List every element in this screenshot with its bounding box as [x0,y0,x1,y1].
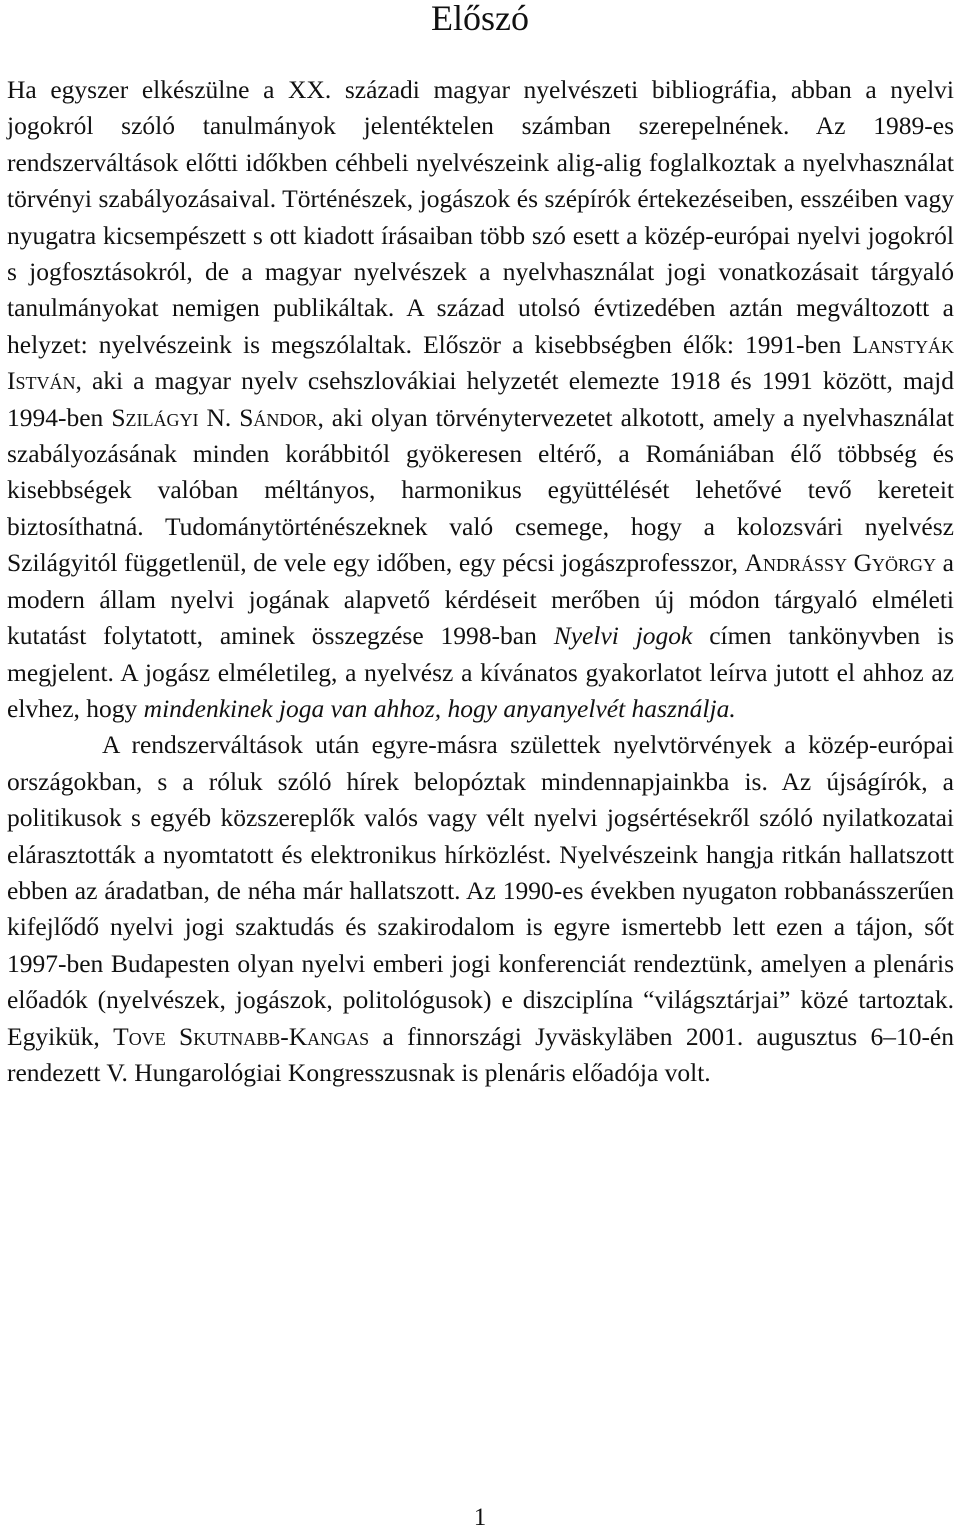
text-run: a finnországi Jyväskyläben 2001. augusztus 6–10-én rendezett V. Hungarológiai Kongresszusnak is plenáris előadója volt. [7,1021,955,1087]
page-number: 1 [473,1504,487,1531]
body-text [7,72,954,1091]
italic-text: mindenkinek joga van ahhoz, hogy anyanyelvét használja. [143,693,736,723]
text-run: , aki olyan törvénytervezetet alkotott, amely a nyelvhasználat szabályozásának minden korábbitól gyökeresen eltérő, a Romániában élő többség és kisebbségek valóban méltányos, harmonikus együttélését lehetővé tevő kereteit biztosíthatná. Tudománytörténészeknek való csemege, hogy a kolozsvári nyelvész Szilágyitól függetlenül, de vele egy időben, egy pécsi jogászprofesszor, [7,402,954,578]
text-run: a modern állam nyelvi jogának alapvető kérdéseit merőben új módon tárgyaló elméleti kutatást folytatott, aminek összegzése 1998-ban [7,548,954,651]
text-run: címen tankönyvben is megjelent. A jogász elméletileg, a nyelvész a kívánatos gyakorlatot leírva jutott el ahhoz az elvhez, hogy [7,621,954,723]
author-name: Tove Skutnabb-Kangas [113,1021,370,1051]
text-run: A rendszerváltások után egyre-másra születtek nyelvtörvények a közép-európai országokban, s a róluk szóló hírek belopóztak mindennapjainkba is. Az újságírók, a politikusok s egyéb közszereplők valós vagy vélt nyelvi jogsértésekről szóló nyilatkozatai elárasztották a nyomtatott és elektronikus hírközlést. Nyelvészeink hangja ritkán hallatszott ebben az áradatban, de néha már hallatszott. Az 1990-es években nyugaton robbanásszerűen kifejlődő nyelvi jogi szaktudás és szakirodalom is egyre ismertebb lett ezen a tájon, sőt 1997-ben Budapesten olyan nyelvi emberi jogi konferenciát rendeztünk, amelyen a plenáris előadók (nyelvészek, jogászok, politológusok) e diszciplína “világsztárjai” közé tartoztak. Egyikük, [7,730,954,1051]
author-name: Lanstyák István [7,329,954,396]
italic-text: Nyelvi jogok [553,621,693,651]
author-name: Szilágyi N. Sándor [111,402,318,432]
page-title: Előszó [431,0,529,38]
text-run: , aki a magyar nyelv csehszlovákiai helyzetét elemezte 1918 és 1991 között, majd 1994-ben [7,366,954,432]
text-run: Ha egyszer elkészülne a XX. századi magyar nyelvészeti bibliográfia, abban a nyelvi jogokról szóló tanulmányok jelentéktelen számban szerepelnének. Az 1989-es rendszerváltások előtti időkben céhbeli nyelvészeink alig-alig foglalkoztak a nyelvhasználat törvényi szabályozásaival. Történészek, jogászok és szépírók értekezéseiben, esszéiben vagy nyugatra kicsempészett s ott kiadott írásaiban több szó esett a közép-európai nyelvi jogokról s jogfosztásokról, de a magyar nyelvészek a nyelvhasználat jogi vonatkozásait tárgyaló tanulmányokat nemigen publikáltak. A század utolsó évtizedében aztán megváltozott a helyzet: nyelvészeink is megszólaltak. Először a kisebbségben élők: 1991-ben [7,75,954,359]
author-name: Andrássy György [744,548,937,578]
paragraph-2 [7,727,954,1091]
paragraph-1 [7,72,954,727]
